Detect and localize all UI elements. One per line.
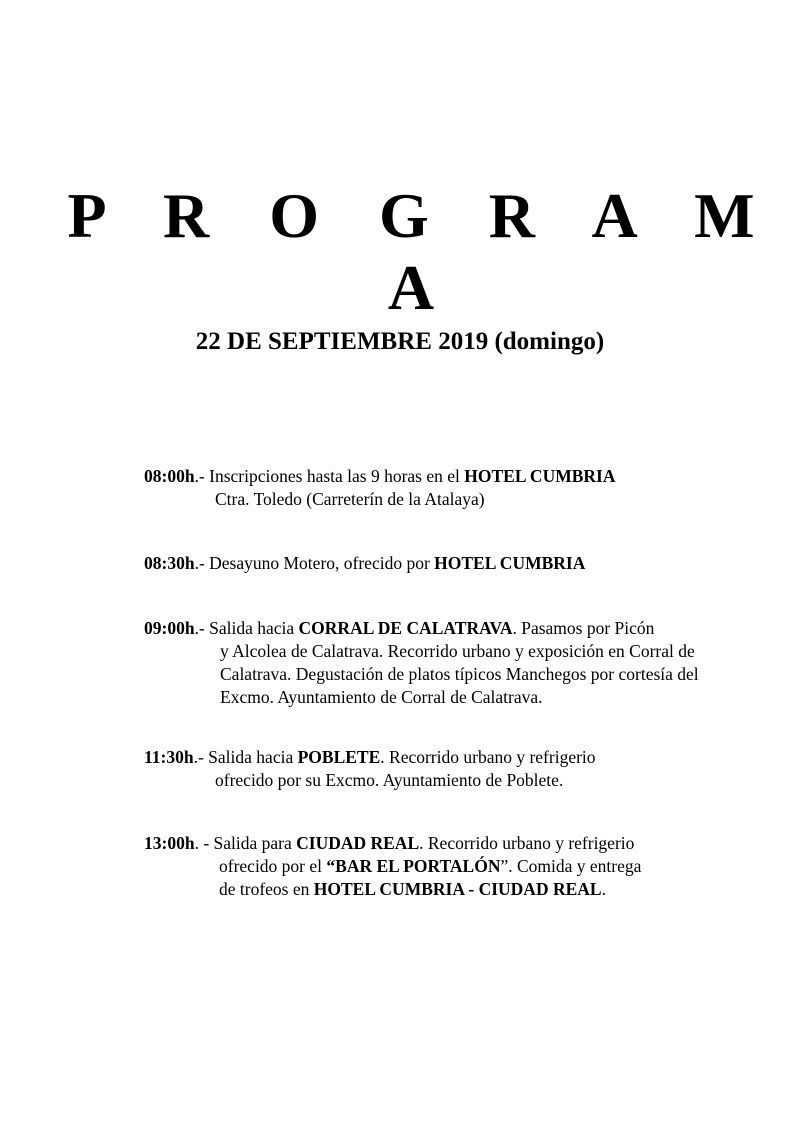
entry-place: CIUDAD REAL [296, 833, 420, 853]
entry-text: Excmo. Ayuntamiento de Corral de Calatrava. [220, 687, 543, 707]
entry-time: 13:00h [144, 833, 195, 853]
entry-place: “BAR EL PORTALÓN [326, 856, 501, 876]
page-title: P R O G R A M A [67, 180, 777, 323]
schedule-entry-0900 [144, 617, 699, 709]
entry-text: . [601, 879, 606, 899]
entry-line [144, 855, 641, 878]
entry-place: HOTEL CUMBRIA [464, 466, 616, 486]
entry-text: . Recorrido urbano y refrigerio [419, 833, 635, 853]
entry-time: 08:30h [144, 553, 195, 573]
entry-text: Ctra. Toledo (Carreterín de la Atalaya) [215, 489, 485, 509]
event-date: 22 DE SEPTIEMBRE 2019 (domingo) [195, 328, 605, 355]
entry-place: CORRAL DE CALATRAVA [298, 618, 513, 638]
entry-line [144, 552, 585, 575]
entry-text: . Recorrido urbano y refrigerio [380, 747, 596, 767]
entry-text: .- Desayuno Motero, ofrecido por [194, 553, 435, 573]
entry-time: 11:30h [144, 747, 194, 767]
schedule-entry-0800 [144, 465, 615, 511]
schedule-entry-0830 [144, 552, 585, 575]
schedule-entry-1300 [144, 832, 641, 901]
entry-line [144, 746, 596, 769]
entry-place: HOTEL CUMBRIA [434, 553, 586, 573]
schedule-entry-1130 [144, 746, 596, 792]
entry-line [144, 465, 615, 488]
entry-text: .- Salida hacia [194, 618, 299, 638]
entry-text: ”. Comida y entrega [500, 856, 642, 876]
entry-line [144, 617, 699, 640]
entry-place: POBLETE [297, 747, 381, 767]
entry-place: HOTEL CUMBRIA - CIUDAD REAL [313, 879, 602, 899]
entry-text: . Pasamos por Picón [512, 618, 655, 638]
entry-time: 09:00h [144, 618, 195, 638]
entry-time: 08:00h [144, 466, 195, 486]
entry-text: y Alcolea de Calatrava. Recorrido urbano y exposición en Corral de [220, 641, 695, 661]
entry-line [144, 878, 641, 901]
entry-text: .- Salida hacia [193, 747, 298, 767]
entry-text: ofrecido por su Excmo. Ayuntamiento de Poblete. [215, 770, 564, 790]
entry-line [144, 832, 641, 855]
entry-text: Calatrava. Degustación de platos típicos Manchegos por cortesía del [220, 664, 699, 684]
entry-text: de trofeos en [219, 879, 314, 899]
entry-text: ofrecido por el [219, 856, 327, 876]
entry-text: . - Salida para [194, 833, 297, 853]
entry-text: .- Inscripciones hasta las 9 horas en el [194, 466, 465, 486]
